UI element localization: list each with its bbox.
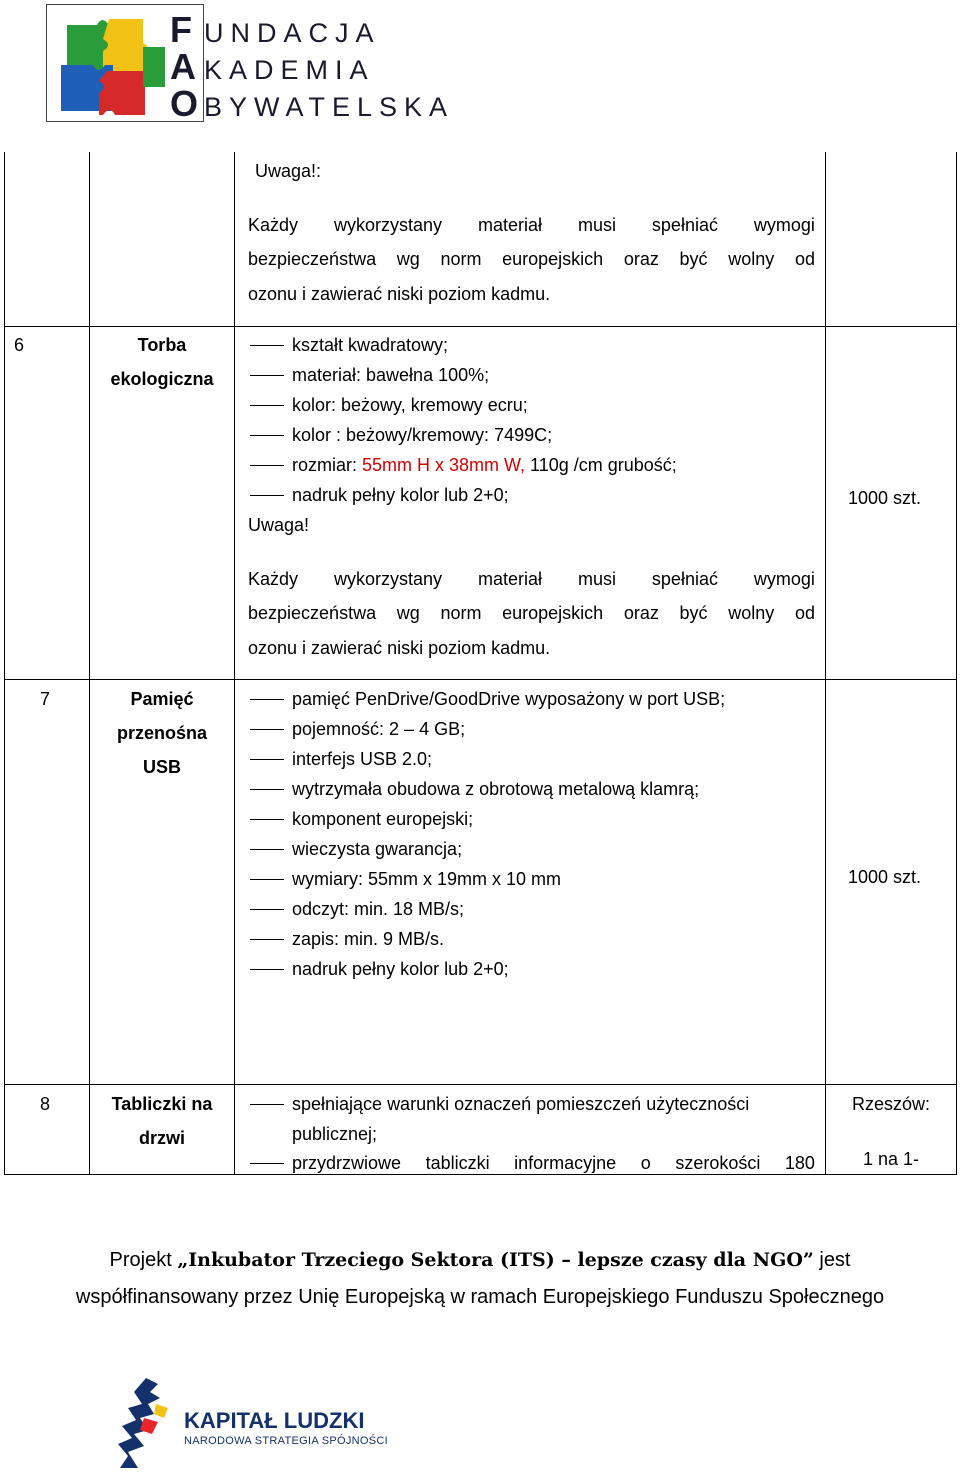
- word: tabliczki: [425, 1153, 490, 1173]
- word: wg: [396, 249, 420, 269]
- wordmark-text: KADEMIA: [204, 55, 375, 85]
- wordmark-line-2: [170, 46, 375, 87]
- spec-item: kształt kwadratowy;: [292, 335, 449, 355]
- spec-item: kolor: beżowy, kremowy ecru;: [292, 395, 528, 415]
- spec-item-cont: publicznej;: [292, 1124, 378, 1144]
- word: materiał: [477, 215, 542, 235]
- spec-item: spełniające warunki oznaczeń pomieszczeń użyteczności: [292, 1094, 750, 1114]
- word: materiał: [477, 569, 542, 589]
- row-number: 7: [40, 689, 51, 709]
- top-note-line-1: [248, 214, 815, 236]
- word: być: [679, 249, 708, 269]
- word: spełniać: [651, 569, 718, 589]
- spec-item: pamięć PenDrive/GoodDrive wyposażony w port USB;: [292, 689, 726, 709]
- quantity: 1000 szt.: [848, 488, 922, 508]
- word: o: [640, 1153, 651, 1173]
- word: Każdy: [248, 569, 299, 589]
- spec-item-size: [292, 454, 677, 476]
- wordmark-initial: O: [170, 83, 199, 124]
- word: Każdy: [248, 215, 299, 235]
- wordmark-line-1: [170, 9, 381, 50]
- word: informacyjne: [514, 1153, 617, 1173]
- spec-item: nadruk pełny kolor lub 2+0;: [292, 485, 509, 505]
- note-line-1: [248, 568, 815, 590]
- spec-item: materiał: bawełna 100%;: [292, 365, 490, 385]
- product-name: Torba: [137, 335, 187, 355]
- word: przydrzwiowe: [292, 1153, 402, 1173]
- foundation-wordmark: [170, 8, 460, 124]
- wordmark-initial: A: [170, 46, 196, 87]
- spec-item: nadruk pełny kolor lub 2+0;: [292, 959, 509, 979]
- row-number: 8: [40, 1094, 51, 1114]
- spec-item: komponent europejski;: [292, 809, 474, 829]
- word: bezpieczeństwa: [248, 249, 377, 269]
- word: od: [794, 249, 815, 269]
- product-name: ekologiczna: [110, 369, 214, 389]
- top-note-uwaga: Uwaga!:: [255, 161, 322, 181]
- word: spełniać: [651, 215, 718, 235]
- word: wykorzystany: [333, 215, 443, 235]
- word: norm: [440, 249, 482, 269]
- word: musi: [577, 569, 616, 589]
- word: 180: [784, 1153, 815, 1173]
- word: wolny: [728, 603, 775, 623]
- spec-item: interfejs USB 2.0;: [292, 749, 433, 769]
- word: europejskich: [502, 249, 604, 269]
- word: wolny: [728, 249, 775, 269]
- word: bezpieczeństwa: [248, 603, 377, 623]
- kapital-ludzki-subtitle: NARODOWA STRATEGIA SPÓJNOŚCI: [184, 1435, 388, 1447]
- spec-item: wymiary: 55mm x 19mm x 10 mm: [292, 869, 562, 889]
- product-name: USB: [142, 757, 181, 777]
- product-name: Pamięć: [130, 689, 194, 709]
- word: musi: [577, 215, 616, 235]
- spec-item: zapis: min. 9 MB/s.: [292, 929, 445, 949]
- quantity: Rzeszów:: [851, 1094, 931, 1114]
- footer-pre: Projekt: [109, 1249, 178, 1271]
- wordmark-text: BYWATELSKA: [204, 92, 455, 122]
- word: europejskich: [502, 603, 604, 623]
- word: być: [679, 603, 708, 623]
- word: oraz: [623, 603, 659, 623]
- note-line-3: ozonu i zawierać niski poziom kadmu.: [248, 638, 551, 658]
- spec-item: wieczysta gwarancja;: [292, 839, 463, 859]
- size-label: rozmiar:: [292, 455, 363, 475]
- spec-item: pojemność: 2 – 4 GB;: [292, 719, 466, 739]
- word: wymogi: [753, 215, 815, 235]
- quantity: 1000 szt.: [848, 867, 922, 887]
- note-line-2: [248, 602, 815, 624]
- spec-item: wytrzymała obudowa z obrotową metalową klamrą;: [292, 779, 700, 799]
- footer-post: jest: [813, 1249, 851, 1271]
- kapital-ludzki-logo: [118, 1378, 418, 1468]
- row-number: 6: [14, 335, 25, 355]
- spec-item: [292, 1152, 815, 1174]
- size-dimensions: 55mm H x 38mm W,: [362, 455, 526, 475]
- project-name: „Inkubator Trzeciego Sektora (ITS) – lepsze czasy dla NGO”: [177, 1249, 814, 1271]
- word: szerokości: [675, 1153, 761, 1173]
- word: norm: [440, 603, 482, 623]
- note-uwaga: Uwaga!: [248, 515, 310, 535]
- kapital-ludzki-icon: [118, 1378, 180, 1468]
- wordmark-initial: F: [170, 9, 192, 50]
- top-note-line-3: ozonu i zawierać niski poziom kadmu.: [248, 284, 551, 304]
- footer-project-line: [0, 1248, 960, 1272]
- product-name: Tabliczki na: [111, 1094, 213, 1114]
- kapital-ludzki-title: KAPITAŁ LUDZKI: [184, 1408, 365, 1433]
- word: oraz: [623, 249, 659, 269]
- word: wykorzystany: [333, 569, 443, 589]
- wordmark-line-3: [170, 83, 455, 124]
- top-note-line-2: [248, 248, 815, 270]
- quantity: 1 na 1-: [862, 1149, 920, 1169]
- word: od: [794, 603, 815, 623]
- footer-funding-line: współfinansowany przez Unię Europejską w ramach Europejskiego Funduszu Społecznego: [75, 1286, 885, 1308]
- product-name: drzwi: [138, 1128, 185, 1148]
- wordmark-text: UNDACJA: [204, 18, 381, 48]
- product-name: przenośna: [116, 723, 208, 743]
- spec-item: kolor : beżowy/kremowy: 7499C;: [292, 425, 553, 445]
- word: wymogi: [753, 569, 815, 589]
- word: wg: [396, 603, 420, 623]
- spec-item: odczyt: min. 18 MB/s;: [292, 899, 465, 919]
- size-weight: 110g /cm grubość;: [525, 455, 677, 475]
